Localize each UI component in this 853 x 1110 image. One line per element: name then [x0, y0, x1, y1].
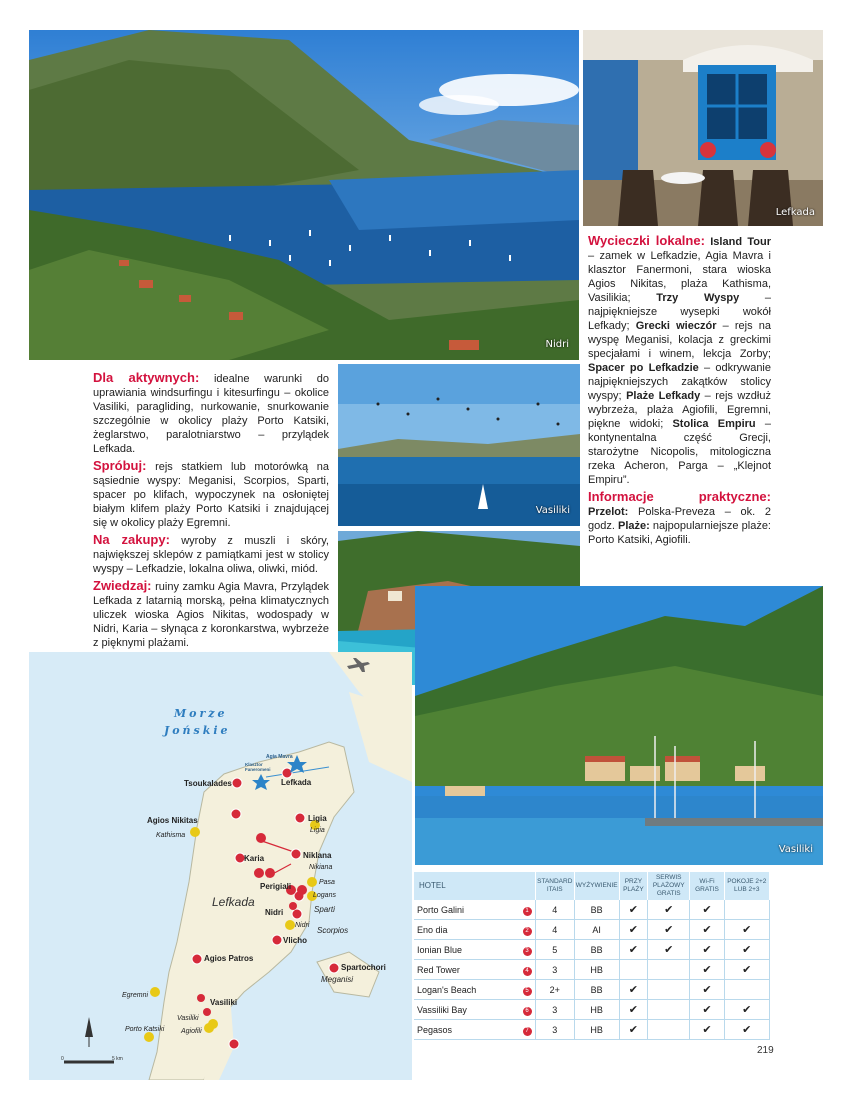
map-number-badge: 7	[523, 1027, 532, 1036]
try-body: rejs statkiem lub motorówką na sąsiednie wyspy: Meganisi, Scorpios, Sparti, spacer po klifach, wypoczynek na osłoniętej białym klifem plaży Porto Katsiki i znajdującej się w okolicy plaży Egremni.	[93, 461, 329, 529]
map-label: Vasiliki	[210, 998, 238, 1007]
map-label: Perigiali	[260, 882, 292, 891]
scale-end-label: 5 km	[112, 1056, 123, 1062]
beach-cell: ✔	[619, 1020, 648, 1040]
wifi-cell: ✔	[690, 960, 724, 980]
page-number: 219	[757, 1045, 774, 1056]
col-wifi: Wi-Fi GRATIS	[690, 872, 724, 900]
map-label: Scorpios	[317, 926, 349, 935]
trip-text: – rejs wzdłuż wybrzeża, plaża Agiofili, Egremni, piękne widoki;	[588, 390, 771, 430]
rooms-cell: ✔	[724, 1020, 769, 1040]
board-cell: HB	[574, 1020, 619, 1040]
map-label: Sparti	[314, 905, 335, 914]
table-row	[414, 940, 770, 960]
trip-greek-evening: Grecki wieczór	[635, 320, 717, 332]
wifi-cell: ✔	[690, 1000, 724, 1020]
rooms-cell	[724, 980, 769, 1000]
hotel-number	[519, 1020, 535, 1040]
map-label: Agiofili	[181, 1028, 202, 1035]
table-row	[414, 960, 770, 980]
standard-cell: 3	[535, 1020, 574, 1040]
board-cell: BB	[574, 980, 619, 1000]
table-row	[414, 1000, 770, 1020]
sea-label-jonskie: Jońskie	[164, 724, 231, 737]
table-row	[414, 980, 770, 1000]
map-label: Nidri	[265, 908, 284, 917]
map-label: Ligia	[308, 814, 327, 823]
board-cell: AI	[574, 920, 619, 940]
trips-section	[588, 234, 771, 487]
wifi-cell: ✔	[690, 1020, 724, 1040]
beach-cell: ✔	[619, 1000, 648, 1020]
hotel-number	[519, 940, 535, 960]
map-number-badge: 4	[523, 967, 532, 976]
table-row	[414, 920, 770, 940]
map-number-badge: 1	[523, 907, 532, 916]
map-label: Niklana	[303, 851, 332, 860]
map-label: Egremni	[122, 992, 149, 999]
trip-capital: Stolica Empiru	[672, 418, 756, 430]
board-cell: BB	[574, 940, 619, 960]
map-number-badge: 3	[523, 947, 532, 956]
rooms-cell	[724, 900, 769, 920]
board-cell: HB	[574, 1000, 619, 1020]
map-label: Nikiana	[309, 864, 333, 871]
hotel-number	[519, 960, 535, 980]
wifi-cell: ✔	[690, 980, 724, 1000]
col-beach: PRZY PLAŻY	[619, 872, 648, 900]
map-label: Vasiliki	[177, 1015, 199, 1022]
shop-body: wyroby z muszli i skóry, największej sklepów z pamiątkami jest w stolicy wyspy – Lefkadzie, lokalna oliwa, oliwki, miód.	[93, 535, 329, 575]
standard-cell: 3	[535, 1000, 574, 1020]
map-label: Klasztor Faneromeni	[245, 762, 271, 772]
map-label: Lefkada	[281, 778, 312, 787]
info-beaches: najpopularniejsze plaże: Porto Katsiki, Agiofili.	[588, 520, 771, 546]
trips-heading: Wycieczki lokalne:	[588, 233, 705, 248]
try-heading: Spróbuj:	[93, 458, 147, 473]
trip-text: – odkrywanie najpiękniejszych zakątków stolicy wyspy;	[588, 362, 771, 402]
active-section	[93, 371, 329, 456]
beach-cell	[619, 960, 648, 980]
map-label: Agia Mavra	[266, 754, 293, 760]
service-cell: ✔	[648, 900, 690, 920]
wifi-cell: ✔	[690, 940, 724, 960]
map-label: Vlicho	[283, 936, 308, 945]
table-header-row	[414, 872, 770, 900]
trip-text: – najpiękniejsze wysepki wokół Lefkady;	[588, 292, 771, 332]
map-label: Pasa	[319, 879, 335, 886]
active-body: idealne warunki do uprawiania windsurfingu i kitesurfingu – okolice Vasiliki, paragliding, nurkowanie, snurkowanie szczególnie w okolicy plaży Porto Katsiki, żeglarstwo, paralotniarstwo – przylądek Lefkada.	[93, 373, 329, 455]
map-label: Karia	[244, 854, 265, 863]
shop-section	[93, 533, 329, 576]
map-label: Nidri	[295, 922, 310, 929]
photo-caption: Lefkada	[775, 207, 815, 218]
table-row	[414, 900, 770, 920]
map-label: Agios Patros	[204, 954, 254, 963]
col-standard: STANDARD ITAIS	[535, 872, 574, 900]
map-label: Logans	[313, 892, 336, 899]
rooms-cell: ✔	[724, 920, 769, 940]
wifi-cell: ✔	[690, 900, 724, 920]
service-cell	[648, 1000, 690, 1020]
map-number-badge: 5	[523, 987, 532, 996]
hotel-number	[519, 1000, 535, 1020]
service-cell: ✔	[648, 940, 690, 960]
service-cell: ✔	[648, 920, 690, 940]
col-rooms: POKOJE 2+2 LUB 2+3	[724, 872, 769, 900]
hotel-name: Eno dia	[414, 920, 519, 940]
map-island-label: Lefkada	[212, 895, 255, 909]
map-label: Ligia	[310, 827, 325, 834]
hotel-name: Ionian Blue	[414, 940, 519, 960]
beach-cell: ✔	[619, 920, 648, 940]
shop-heading: Na zakupy:	[93, 532, 170, 547]
photo-vasiliki-kitesurf	[338, 364, 580, 526]
trip-three-islands: Trzy Wyspy	[656, 292, 740, 304]
trip-text: – kontynentalna część Grecji, starożytne Nicopolis, mitologiczna rzeka Acheron, Parga – „Klejnot Empiru”.	[588, 418, 771, 486]
photo-caption: Vasiliki	[535, 505, 570, 516]
photo-caption: Nidri	[545, 339, 569, 350]
map-label: Spartochori	[341, 963, 386, 972]
map-label: Meganisi	[321, 975, 354, 984]
beach-cell: ✔	[619, 900, 648, 920]
beach-cell: ✔	[619, 980, 648, 1000]
board-cell: BB	[574, 900, 619, 920]
hotel-name: Red Tower	[414, 960, 519, 980]
info-section	[588, 490, 771, 547]
photo-vasiliki-harbour	[415, 586, 823, 865]
service-cell	[648, 960, 690, 980]
col-board: WYŻYWIENIE	[574, 872, 619, 900]
standard-cell: 5	[535, 940, 574, 960]
standard-cell: 3	[535, 960, 574, 980]
trip-beaches: Plaże Lefkady	[626, 390, 701, 402]
info-heading: Informacje praktyczne:	[588, 489, 771, 504]
sea-label-morze: Morze	[174, 707, 228, 720]
rooms-cell: ✔	[724, 1000, 769, 1020]
hotel-name: Vassiliki Bay	[414, 1000, 519, 1020]
standard-cell: 4	[535, 920, 574, 940]
col-hotel: HOTEL	[414, 872, 535, 900]
service-cell	[648, 980, 690, 1000]
hotel-name: Pegasos	[414, 1020, 519, 1040]
info-beaches-label: Plaże:	[618, 520, 650, 532]
active-heading: Dla aktywnych:	[93, 370, 200, 385]
trip-text: – rejs na wyspę Meganisi, kolacja z greckimi specjałami i winem, lekcja Zorby;	[588, 320, 772, 360]
map-label: Tsoukalades	[184, 779, 232, 788]
board-cell: HB	[574, 960, 619, 980]
hotel-number	[519, 900, 535, 920]
visit-body: ruiny zamku Agia Mavra, Przylądek Lefkada z latarnią morską, pełna klimatycznych uliczek wioska Agios Nikitas, wodospady w Nidri, Karia – słynąca z koronkarstwa, wybrzeże z pięknymi plażami.	[93, 581, 329, 649]
map-label: Kathisma	[156, 832, 186, 839]
map-number-badge: 6	[523, 1007, 532, 1016]
hotel-number	[519, 920, 535, 940]
trip-island-tour: Island Tour	[704, 236, 771, 248]
lefkada-map	[29, 652, 412, 1080]
col-service: SERWIS PLAŻOWY GRATIS	[648, 872, 690, 900]
map-label: Porto Katsiki	[125, 1026, 165, 1033]
left-text-column	[93, 371, 329, 650]
rooms-cell: ✔	[724, 940, 769, 960]
service-cell	[648, 1020, 690, 1040]
info-flight: Polska-Preveza – ok. 2 godz.	[588, 506, 771, 532]
hotel-name: Porto Galini	[414, 900, 519, 920]
standard-cell: 4	[535, 900, 574, 920]
standard-cell: 2+	[535, 980, 574, 1000]
photo-nidri-bay	[29, 30, 579, 360]
trip-lefkada-walk: Spacer po Lefkadzie	[588, 362, 699, 374]
try-section	[93, 459, 329, 530]
right-text-column	[588, 234, 771, 547]
map-label: Agios Nikitas	[147, 816, 198, 825]
hotel-name: Logan's Beach	[414, 980, 519, 1000]
info-flight-label: Przelot:	[588, 506, 629, 518]
photo-caption: Vasiliki	[778, 844, 813, 855]
scale-start-label: 0	[61, 1056, 64, 1062]
map-number-badge: 2	[523, 927, 532, 936]
beach-cell: ✔	[619, 940, 648, 960]
visit-section	[93, 579, 329, 650]
trip-text: – zamek w Lefkadzie, Agia Mavra i klasztor Fanermoni, stara wioska Agios Nikitas, plaża Kathisma, Vasilikia;	[588, 250, 771, 304]
photo-lefkada-cafe	[583, 30, 823, 226]
visit-heading: Zwiedzaj:	[93, 578, 152, 593]
table-row	[414, 1020, 770, 1040]
hotel-number	[519, 980, 535, 1000]
wifi-cell: ✔	[690, 920, 724, 940]
rooms-cell: ✔	[724, 960, 769, 980]
hotel-table	[414, 872, 770, 1040]
